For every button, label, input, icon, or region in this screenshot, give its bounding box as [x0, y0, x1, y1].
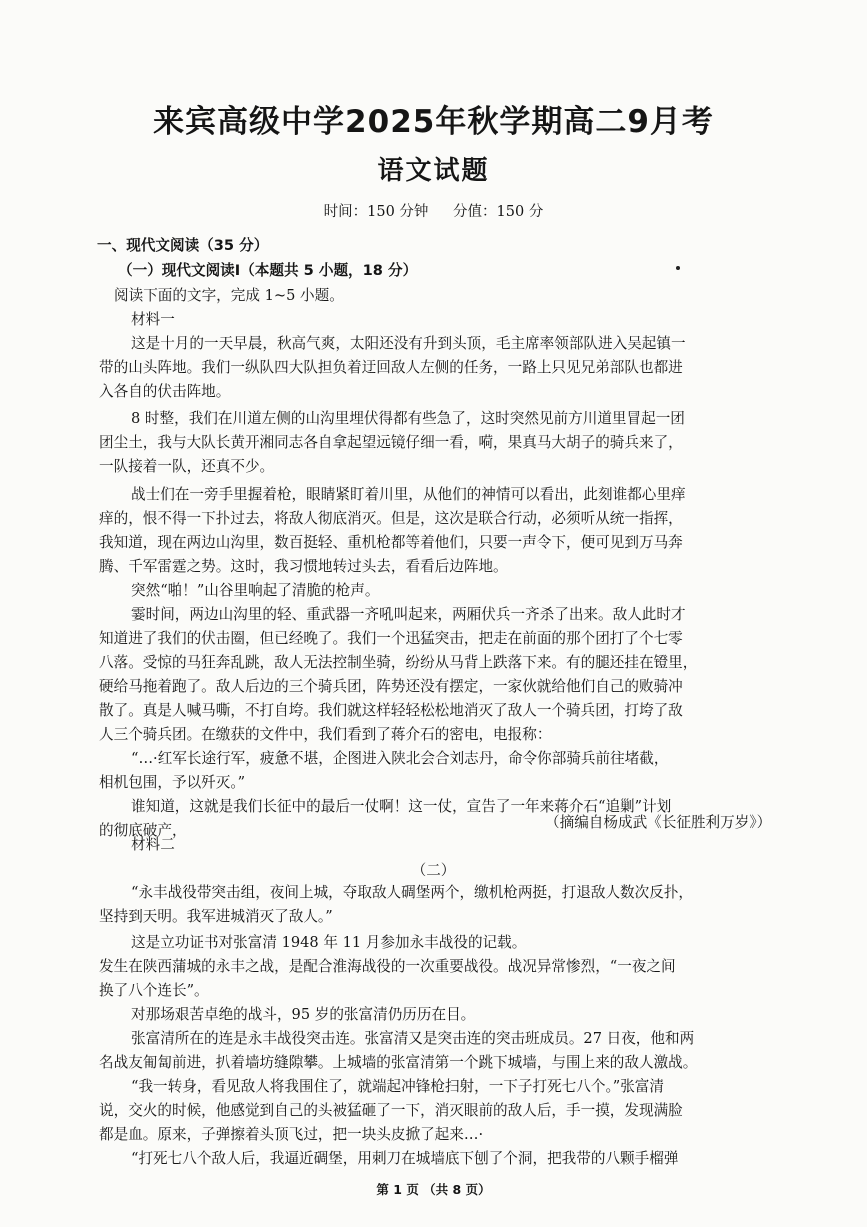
passage-line: 说，交火的时候，他感觉到自己的头被猛砸了一下，消灭眼前的敌人后，手一摸，发现满脸 — [99, 1102, 683, 1119]
exam-meta — [0, 200, 867, 221]
passage-line: 换了八个连长”。 — [99, 982, 209, 999]
passage-line: 霎时间，两边山沟里的轻、重武器一齐吼叫起来，两厢伏兵一齐杀了出来。敌人此时才 — [131, 606, 686, 623]
material-label-2: 材料二 — [131, 836, 175, 853]
passage-line: 战士们在一旁手里握着枪，眼睛紧盯着川里，从他们的神情可以看出，此刻谁都心里痒 — [131, 486, 686, 503]
passage-line: 知道进了我们的伏击圈，但已经晚了。我们一个迅猛突击，把走在前面的那个团打了个七零 — [99, 630, 683, 647]
passage-line: 的彻底破产， — [99, 822, 187, 839]
passage-line: 痒的，恨不得一下扑过去，将敌人彻底消灭。但是，这次是联合行动，必须听从统一指挥， — [99, 510, 683, 527]
passage-line: 八落。受惊的马狂奔乱跳，敌人无法控制坐骑，纷纷从马背上跌落下来。有的腿还挂在镫里， — [99, 654, 698, 671]
passage-line: 这是十月的一天早晨，秋高气爽，太阳还没有升到头顶，毛主席率领部队进入吴起镇一 — [131, 335, 686, 352]
passage-line: 这是立功证书对张富清 1948 年 11 月参加永丰战役的记载。 — [131, 934, 527, 951]
passage-line: 相机包围，予以歼灭。” — [99, 774, 246, 791]
passage-line: 发生在陕西蒲城的永丰之战，是配合淮海战役的一次重要战役。战况异常惨烈，“一夜之间 — [99, 958, 676, 975]
page-footer: 第 1 页 （共 8 页） — [376, 1182, 491, 1197]
passage-line: “永丰战役带突击组，夜间上城，夺取敌人碉堡两个，缴机枪两挺，打退敌人数次反扑， — [131, 884, 694, 901]
passage-line: “打死七八个敌人后，我逼近碉堡，用刺刀在城墙底下刨了个洞，把我带的八颗手榴弹 — [131, 1150, 679, 1167]
part-marker: （二） — [411, 862, 456, 879]
exam-score: 分值：150 分 — [453, 204, 544, 220]
exam-title: 来宾高级中学2025年秋学期高二9月考 — [153, 104, 714, 140]
exam-subtitle: 语文试题 — [377, 156, 490, 186]
passage-line: 入各自的伏击阵地。 — [99, 383, 231, 400]
passage-line: 一队接着一队，还真不少。 — [99, 458, 275, 475]
passage-line: “…·红军长途行军，疲惫不堪，企图进入陕北会合刘志丹，命令你部骑兵前往堵截， — [131, 750, 669, 767]
passage-line: 8 时整，我们在川道左侧的山沟里埋伏得都有些急了，这时突然见前方川道里冒起一团 — [131, 410, 685, 427]
subsection-heading: （一）现代文阅读Ⅰ（本题共 5 小题，18 分） — [118, 262, 418, 279]
passage-line: 带的山头阵地。我们一纵队四大队担负着迂回敌人左侧的任务，一路上只见兄弟部队也都进 — [99, 359, 683, 376]
passage-line: 突然“啪！”山谷里响起了清脆的枪声。 — [131, 582, 380, 599]
passage-line: 对那场艰苦卓绝的战斗，95 岁的张富清仍历历在目。 — [131, 1006, 476, 1023]
stray-dot — [676, 266, 680, 270]
passage-line: 都是血。原来，子弹擦着头顶飞过，把一块头皮掀了起来…· — [99, 1126, 484, 1143]
passage-line: 散了。真是人喊马嘶，不打自垮。我们就这样轻轻松松地消灭了敌人一个骑兵团，打垮了敌 — [99, 702, 683, 719]
passage-line: 团尘土，我与大队长黄开湘同志各自拿起望远镜仔细一看，嗬，果真马大胡子的骑兵来了， — [99, 434, 683, 451]
instruction: 阅读下面的文字，完成 1~5 小题。 — [114, 287, 344, 304]
passage-line: 腾、千军雷霆之势。这时，我习惯地转过头去，看看后边阵地。 — [99, 558, 508, 575]
section-heading: 一、现代文阅读（35 分） — [97, 237, 269, 254]
passage-line: 我知道，现在两边山沟里，数百挺轻、重机枪都等着他们，只要一声令下，便可见到万马奔 — [99, 534, 683, 551]
passage-line: 名战友匍匐前进，扒着墙坊缝隙攀。上城墙的张富清第一个跳下城墙，与围上来的敌人激战。 — [99, 1054, 698, 1071]
passage-line: 谁知道，这就是我们长征中的最后一仗啊！这一仗，宣告了一年来蒋介石“追剿”计划 — [131, 798, 672, 815]
passage-line: 张富清所在的连是永丰战役突击连。张富清又是突击连的突击班成员。27 日夜，他和两 — [131, 1030, 695, 1047]
exam-time: 时间：150 分钟 — [323, 204, 429, 220]
passage-line: 人三个骑兵团。在缴获的文件中，我们看到了蒋介石的密电，电报称： — [99, 726, 552, 743]
passage-line: 坚持到天明。我军进城消灭了敌人。” — [99, 908, 333, 925]
material-label: 材料一 — [131, 311, 175, 328]
passage-line: 硬给马拖着跑了。敌人后边的三个骑兵团，阵势还没有摆定，一家伙就给他们自己的败骑冲 — [99, 678, 683, 695]
passage-line: “我一转身，看见敌人将我围住了，就端起冲锋枪扫射，一下子打死七八个。”张富清 — [131, 1078, 664, 1095]
source-note: （摘编自杨成武《长征胜利万岁》） — [545, 814, 772, 831]
